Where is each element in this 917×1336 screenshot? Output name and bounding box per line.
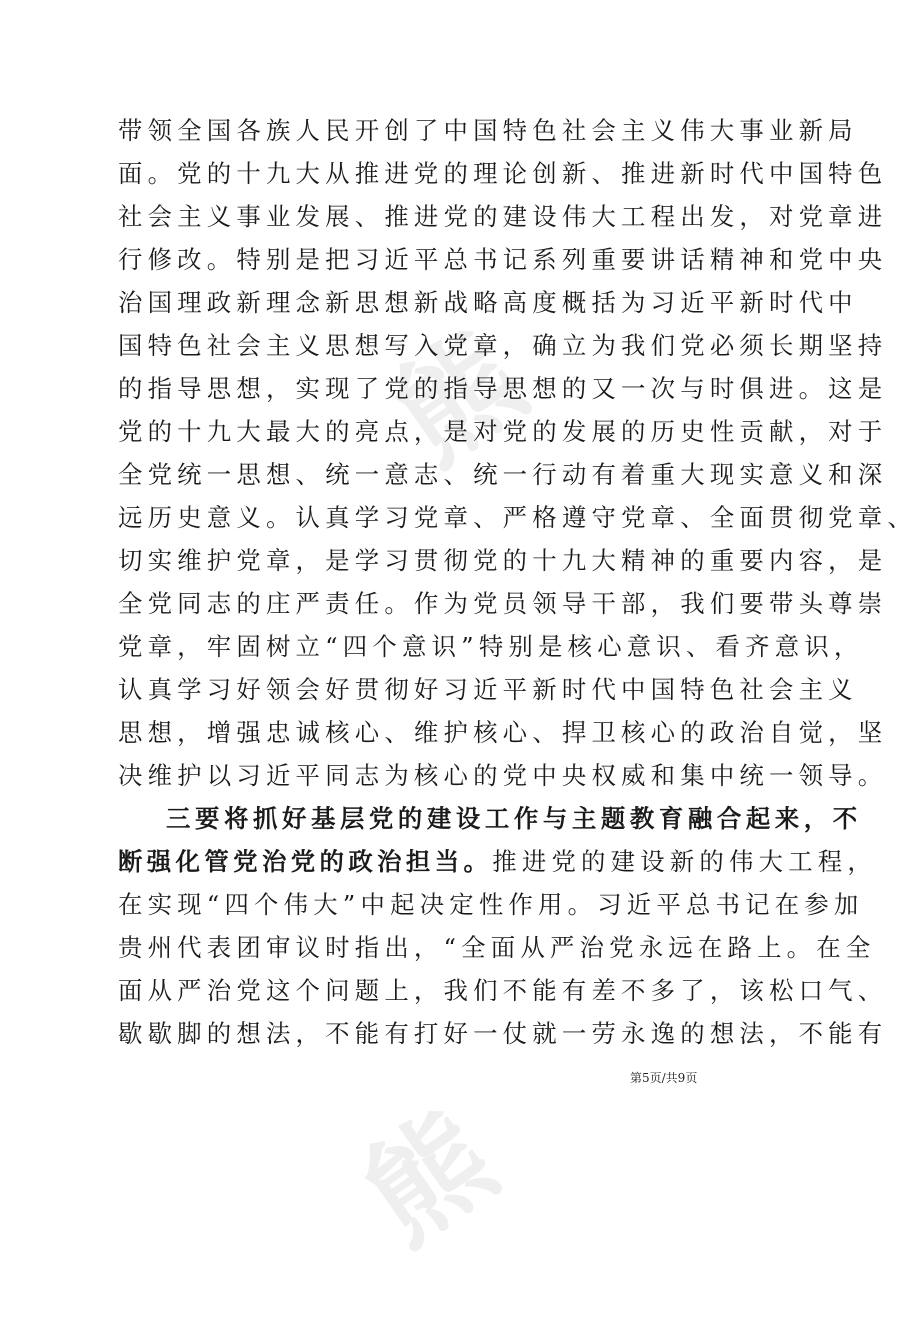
text-line: 面。党的十九大从推进党的理论创新、推进新时代中国特色: [118, 159, 888, 188]
watermark: 熊: [340, 1088, 519, 1271]
text-line: 党章，牢固树立“四个意识”特别是核心意识、看齐意识，: [118, 632, 864, 661]
text-line: 歇歇脚的想法，不能有打好一仗就一劳永逸的想法，不能有: [118, 1019, 888, 1048]
text-line: 全党同志的庄严责任。作为党员领导干部，我们要带头尊崇: [118, 589, 888, 618]
paragraph-heading-end: 断强化管党治党的政治担当。: [118, 847, 493, 876]
text-line: 行修改。特别是把习近平总书记系列重要讲话精神和党中央: [118, 245, 888, 274]
text-line: 决维护以习近平同志为核心的党中央权威和集中统一领导。: [118, 761, 888, 790]
text-line: 贵州代表团审议时指出，“全面从严治党永远在路上。在全: [118, 933, 876, 962]
text-line: 远历史意义。认真学习党章、严格遵守党章、全面贯彻党章、: [118, 503, 917, 532]
page-number: 第5页/共9页: [630, 1071, 698, 1085]
text-line: 思想，增强忠诚核心、维护核心、捍卫核心的政治自觉，坚: [118, 718, 888, 747]
text-line: 党的十九大最大的亮点，是对党的发展的历史性贡献，对于: [118, 417, 888, 446]
text-line: 国特色社会主义思想写入党章，确立为我们党必须长期坚持: [118, 331, 888, 360]
text-line: 认真学习好领会好贯彻好习近平新时代中国特色社会主义: [118, 675, 858, 704]
text-line: 的指导思想，实现了党的指导思想的又一次与时俱进。这是: [118, 374, 888, 403]
text-line: 全党统一思想、统一意志、统一行动有着重大现实意义和深: [118, 460, 888, 489]
text-line: 带领全国各族人民开创了中国特色社会主义伟大事业新局: [118, 116, 858, 145]
paragraph-heading: 三要将抓好基层党的建设工作与主题教育融合起来，不: [166, 804, 862, 833]
text-line: [118, 842, 877, 882]
watermark: 熊: [370, 308, 549, 491]
text-line: 在实现“四个伟大”中起决定性作用。习近平总书记在参加: [118, 890, 864, 919]
text-line: 面从严治党这个问题上，我们不能有差不多了，该松口气、: [118, 976, 888, 1005]
text-line: 社会主义事业发展、推进党的建设伟大工程出发，对党章进: [118, 202, 888, 231]
text-line: 治国理政新理念新思想新战略高度概括为习近平新时代中: [118, 288, 858, 317]
text-span: 推进党的建设新的伟大工程，: [492, 847, 877, 876]
text-line: 切实维护党章，是学习贯彻党的十九大精神的重要内容，是: [118, 546, 888, 575]
